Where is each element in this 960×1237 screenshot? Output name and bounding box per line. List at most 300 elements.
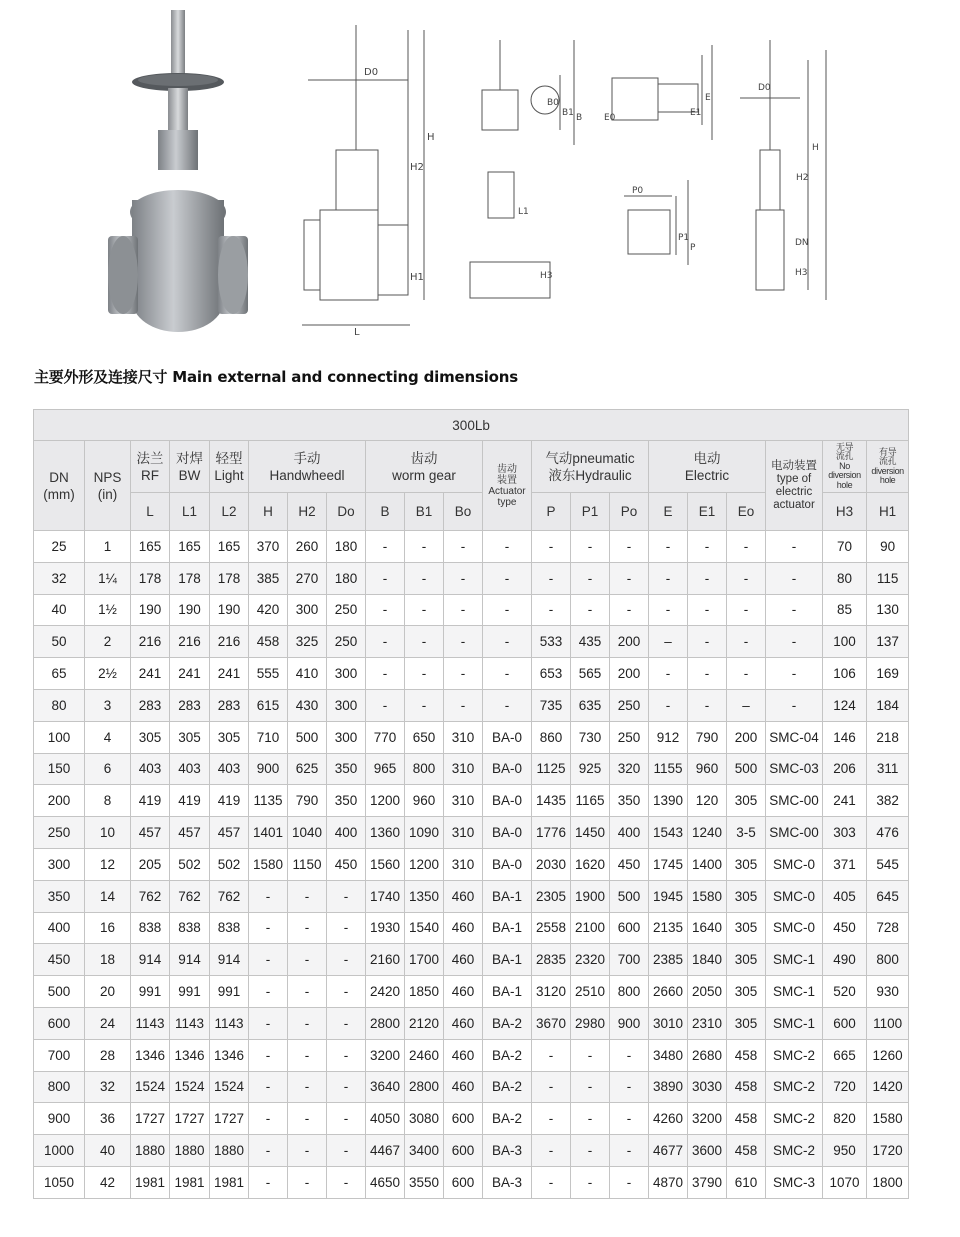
table-cell: 40	[34, 594, 85, 626]
table-cell: 206	[823, 753, 867, 785]
table-cell: -	[327, 880, 366, 912]
table-cell: -	[405, 689, 444, 721]
table-cell: 458	[727, 1071, 766, 1103]
dn-header: DN (mm)	[34, 441, 85, 531]
table-cell: 1165	[571, 785, 610, 817]
table-cell: BA-2	[483, 1103, 532, 1135]
table-cell: SMC-3	[766, 1166, 823, 1198]
table-cell: 1143	[210, 1007, 249, 1039]
table-cell: 1200	[366, 785, 405, 817]
table-cell: 460	[444, 944, 483, 976]
table-cell: 490	[823, 944, 867, 976]
diversion-header: 有导 流孔 diversion hole	[867, 441, 909, 493]
table-cell: -	[483, 658, 532, 690]
table-cell: -	[249, 944, 288, 976]
table-cell: -	[649, 658, 688, 690]
table-cell: -	[483, 594, 532, 626]
table-cell: 1450	[571, 817, 610, 849]
table-cell: 838	[210, 912, 249, 944]
electric-actuator-header: 电动装置 type of electric actuator	[766, 441, 823, 531]
table-cell: 460	[444, 912, 483, 944]
table-cell: SMC-1	[766, 1007, 823, 1039]
table-cell: 610	[727, 1166, 766, 1198]
table-cell: 800	[867, 944, 909, 976]
svg-text:DN: DN	[795, 238, 809, 248]
table-row	[34, 658, 909, 690]
svg-text:H: H	[812, 143, 819, 153]
table-cell: -	[610, 1103, 649, 1135]
table-cell: 500	[727, 753, 766, 785]
table-cell: 1560	[366, 848, 405, 880]
table-cell: 305	[727, 848, 766, 880]
table-cell: 450	[34, 944, 85, 976]
table-cell: -	[571, 1135, 610, 1167]
table-cell: –	[727, 689, 766, 721]
table-cell: 120	[688, 785, 727, 817]
table-row	[34, 880, 909, 912]
table-cell: 1435	[532, 785, 571, 817]
table-cell: 1580	[249, 848, 288, 880]
sub-header: Bo	[444, 493, 483, 531]
table-cell: 1745	[649, 848, 688, 880]
table-cell: 1524	[170, 1071, 210, 1103]
valve-figures	[0, 0, 960, 350]
table-cell: -	[532, 1135, 571, 1167]
table-cell: 500	[34, 976, 85, 1008]
table-cell: -	[610, 1071, 649, 1103]
table-cell: 350	[327, 785, 366, 817]
table-cell: 1200	[405, 848, 444, 880]
table-cell: BA-2	[483, 1007, 532, 1039]
table-cell: 2460	[405, 1039, 444, 1071]
table-cell: -	[327, 976, 366, 1008]
table-cell: 1640	[688, 912, 727, 944]
table-cell: 300	[327, 658, 366, 690]
table-cell: 14	[85, 880, 131, 912]
table-body	[34, 531, 909, 1199]
table-cell: 1580	[688, 880, 727, 912]
svg-text:P0: P0	[632, 186, 644, 196]
svg-text:E0: E0	[604, 113, 616, 123]
table-cell: -	[288, 976, 327, 1008]
table-cell: 1090	[405, 817, 444, 849]
table-cell: 1070	[823, 1166, 867, 1198]
table-cell: 502	[210, 848, 249, 880]
table-cell: 1776	[532, 817, 571, 849]
table-cell: 960	[688, 753, 727, 785]
table-cell: 458	[727, 1135, 766, 1167]
table-cell: 838	[131, 912, 170, 944]
table-cell: 600	[34, 1007, 85, 1039]
sub-header: Eo	[727, 493, 766, 531]
table-cell: -	[727, 658, 766, 690]
table-cell: 130	[867, 594, 909, 626]
svg-text:H3: H3	[540, 271, 553, 281]
table-cell: -	[405, 531, 444, 563]
table-cell: 600	[823, 1007, 867, 1039]
table-cell: 178	[131, 562, 170, 594]
table-cell: 305	[727, 912, 766, 944]
table-row	[34, 594, 909, 626]
table-cell: 100	[823, 626, 867, 658]
table-cell: SMC-1	[766, 944, 823, 976]
table-cell: 178	[170, 562, 210, 594]
table-cell: 450	[823, 912, 867, 944]
table-cell: 3	[85, 689, 131, 721]
table-cell: 1880	[131, 1135, 170, 1167]
table-cell: -	[405, 594, 444, 626]
table-cell: 1900	[571, 880, 610, 912]
table-cell: -	[532, 1039, 571, 1071]
table-cell: SMC-2	[766, 1103, 823, 1135]
table-row	[34, 1135, 909, 1167]
gate-valve-photo	[108, 10, 248, 332]
table-cell: 180	[327, 531, 366, 563]
table-cell: 65	[34, 658, 85, 690]
table-cell: 1½	[85, 594, 131, 626]
sub-header: E	[649, 493, 688, 531]
table-cell: 2320	[571, 944, 610, 976]
light-header: 轻型 Light	[210, 441, 249, 493]
table-cell: 1540	[405, 912, 444, 944]
table-cell: -	[483, 562, 532, 594]
table-cell: 838	[170, 912, 210, 944]
svg-text:P1: P1	[678, 233, 690, 243]
table-cell: 283	[210, 689, 249, 721]
table-cell: 3790	[688, 1166, 727, 1198]
table-cell: 350	[34, 880, 85, 912]
table-cell: 710	[249, 721, 288, 753]
table-cell: 3120	[532, 976, 571, 1008]
table-cell: 283	[131, 689, 170, 721]
table-cell: 50	[34, 626, 85, 658]
svg-text:L1: L1	[518, 207, 529, 217]
table-cell: 305	[727, 944, 766, 976]
table-row	[34, 944, 909, 976]
table-cell: 1346	[210, 1039, 249, 1071]
svg-text:B0: B0	[547, 98, 559, 108]
table-cell: 200	[727, 721, 766, 753]
table-cell: -	[571, 562, 610, 594]
table-cell: BA-0	[483, 785, 532, 817]
table-cell: 1155	[649, 753, 688, 785]
table-cell: 450	[327, 848, 366, 880]
table-cell: 403	[210, 753, 249, 785]
table-cell: 80	[823, 562, 867, 594]
worm-gear-dimension-drawing	[470, 40, 582, 298]
handwheel-header: 手动 Handwheedl	[249, 441, 366, 493]
table-cell: 3200	[366, 1039, 405, 1071]
table-cell: -	[532, 1166, 571, 1198]
table-cell: 925	[571, 753, 610, 785]
table-cell: 1346	[131, 1039, 170, 1071]
table-row	[34, 689, 909, 721]
table-cell: 2120	[405, 1007, 444, 1039]
table-cell: 190	[210, 594, 249, 626]
sub-header: L	[131, 493, 170, 531]
sub-header: L2	[210, 493, 249, 531]
table-cell: 2385	[649, 944, 688, 976]
table-cell: 860	[532, 721, 571, 753]
figures-area	[0, 0, 960, 350]
table-cell: 1350	[405, 880, 444, 912]
table-cell: 370	[249, 531, 288, 563]
table-cell: 1143	[170, 1007, 210, 1039]
table-cell: 216	[170, 626, 210, 658]
table-cell: SMC-00	[766, 785, 823, 817]
table-cell: 32	[34, 562, 85, 594]
table-cell: 405	[823, 880, 867, 912]
table-cell: -	[327, 1166, 366, 1198]
table-cell: 184	[867, 689, 909, 721]
table-cell: -	[444, 562, 483, 594]
table-cell: 310	[444, 753, 483, 785]
table-cell: 350	[610, 785, 649, 817]
table-cell: 165	[131, 531, 170, 563]
table-cell: 2558	[532, 912, 571, 944]
table-cell: -	[249, 1007, 288, 1039]
table-cell: -	[649, 531, 688, 563]
table-cell: -	[444, 594, 483, 626]
table-cell: 40	[85, 1135, 131, 1167]
table-cell: 305	[210, 721, 249, 753]
table-cell: 735	[532, 689, 571, 721]
table-cell: 430	[288, 689, 327, 721]
table-cell: 371	[823, 848, 867, 880]
table-cell: 216	[210, 626, 249, 658]
table-cell: -	[288, 1071, 327, 1103]
table-cell: -	[249, 1166, 288, 1198]
table-cell: 460	[444, 1071, 483, 1103]
table-cell: 3080	[405, 1103, 444, 1135]
bw-header: 对焊 BW	[170, 441, 210, 493]
table-cell: -	[366, 626, 405, 658]
table-cell: 500	[610, 880, 649, 912]
table-cell: -	[688, 626, 727, 658]
table-cell: -	[688, 594, 727, 626]
table-cell: 85	[823, 594, 867, 626]
table-cell: 180	[327, 562, 366, 594]
table-cell: 1346	[170, 1039, 210, 1071]
table-cell: 2800	[405, 1071, 444, 1103]
table-cell: -	[444, 658, 483, 690]
table-cell: 310	[444, 848, 483, 880]
table-cell: 16	[85, 912, 131, 944]
table-cell: 2135	[649, 912, 688, 944]
rf-header: 法兰 RF	[131, 441, 170, 493]
table-cell: 820	[823, 1103, 867, 1135]
table-cell: 250	[327, 626, 366, 658]
sub-header: B1	[405, 493, 444, 531]
table-cell: 419	[210, 785, 249, 817]
table-cell: -	[249, 1103, 288, 1135]
table-cell: 2510	[571, 976, 610, 1008]
table-cell: 137	[867, 626, 909, 658]
table-cell: 165	[170, 531, 210, 563]
table-cell: 10	[85, 817, 131, 849]
table-cell: 1727	[131, 1103, 170, 1135]
table-row	[34, 817, 909, 849]
table-cell: 2660	[649, 976, 688, 1008]
table-cell: -	[532, 531, 571, 563]
no-diversion-header: 无导 流孔 No diversion hole	[823, 441, 867, 493]
table-cell: 403	[170, 753, 210, 785]
table-row	[34, 785, 909, 817]
table-cell: 991	[170, 976, 210, 1008]
table-cell: 700	[610, 944, 649, 976]
pressure-class-header: 300Lb	[34, 410, 909, 441]
table-cell: -	[610, 1135, 649, 1167]
table-row	[34, 1039, 909, 1071]
table-cell: 1420	[867, 1071, 909, 1103]
table-cell: BA-2	[483, 1071, 532, 1103]
nps-header: NPS (in)	[85, 441, 131, 531]
table-cell: SMC-2	[766, 1135, 823, 1167]
table-cell: 382	[867, 785, 909, 817]
table-cell: -	[288, 944, 327, 976]
table-cell: 600	[444, 1166, 483, 1198]
table-cell: 241	[131, 658, 170, 690]
table-cell: 635	[571, 689, 610, 721]
table-cell: 1700	[405, 944, 444, 976]
table-cell: 1981	[210, 1166, 249, 1198]
table-cell: 1360	[366, 817, 405, 849]
table-cell: 730	[571, 721, 610, 753]
table-cell: 6	[85, 753, 131, 785]
table-cell: 385	[249, 562, 288, 594]
table-cell: -	[571, 531, 610, 563]
table-cell: 2½	[85, 658, 131, 690]
table-cell: SMC-0	[766, 880, 823, 912]
table-cell: 520	[823, 976, 867, 1008]
table-row	[34, 626, 909, 658]
dimensions-table	[33, 409, 909, 1199]
table-cell: 914	[170, 944, 210, 976]
sub-header: H	[249, 493, 288, 531]
table-cell: -	[249, 912, 288, 944]
table-cell: 2420	[366, 976, 405, 1008]
table-cell: 150	[34, 753, 85, 785]
table-cell: BA-0	[483, 817, 532, 849]
table-cell: 241	[823, 785, 867, 817]
table-cell: 90	[867, 531, 909, 563]
table-cell: 1850	[405, 976, 444, 1008]
table-cell: SMC-00	[766, 817, 823, 849]
table-cell: 1135	[249, 785, 288, 817]
sub-header: P1	[571, 493, 610, 531]
table-cell: -	[249, 1039, 288, 1071]
table-cell: 720	[823, 1071, 867, 1103]
sub-header: P	[532, 493, 571, 531]
table-cell: 100	[34, 721, 85, 753]
table-cell: -	[532, 594, 571, 626]
table-cell: 12	[85, 848, 131, 880]
table-cell: 403	[131, 753, 170, 785]
table-cell: 762	[170, 880, 210, 912]
table-row	[34, 976, 909, 1008]
table-cell: -	[366, 689, 405, 721]
table-cell: BA-3	[483, 1166, 532, 1198]
table-cell: 305	[727, 976, 766, 1008]
table-cell: 2100	[571, 912, 610, 944]
table-cell: 460	[444, 976, 483, 1008]
table-cell: -	[688, 531, 727, 563]
table-row	[34, 1007, 909, 1039]
table-cell: -	[249, 976, 288, 1008]
table-cell: -	[688, 689, 727, 721]
table-cell: 500	[288, 721, 327, 753]
table-cell: 914	[131, 944, 170, 976]
table-cell: SMC-0	[766, 912, 823, 944]
table-cell: 3890	[649, 1071, 688, 1103]
table-cell: -	[288, 1103, 327, 1135]
table-cell: SMC-0	[766, 848, 823, 880]
table-cell: 190	[170, 594, 210, 626]
table-cell: 124	[823, 689, 867, 721]
handwheel-dimension-drawing	[302, 25, 435, 338]
section-title: 主要外形及连接尺寸 Main external and connecting dimensions	[34, 368, 518, 386]
table-cell: 310	[444, 817, 483, 849]
table-cell: 653	[532, 658, 571, 690]
table-cell: -	[288, 1166, 327, 1198]
sub-header: H2	[288, 493, 327, 531]
svg-text:H: H	[427, 132, 435, 143]
table-cell: -	[405, 626, 444, 658]
table-cell: -	[288, 880, 327, 912]
electric-pneumatic-drawing	[604, 45, 712, 265]
table-cell: 728	[867, 912, 909, 944]
table-cell: 458	[727, 1039, 766, 1071]
table-cell: 930	[867, 976, 909, 1008]
table-cell: 770	[366, 721, 405, 753]
table-cell: 3640	[366, 1071, 405, 1103]
table-cell: -	[249, 1135, 288, 1167]
table-cell: 2980	[571, 1007, 610, 1039]
table-cell: 1260	[867, 1039, 909, 1071]
table-cell: -	[610, 594, 649, 626]
svg-text:E: E	[705, 93, 711, 103]
table-cell: BA-3	[483, 1135, 532, 1167]
table-cell: 1740	[366, 880, 405, 912]
table-cell: -	[571, 1166, 610, 1198]
table-cell: 1040	[288, 817, 327, 849]
table-cell: 250	[34, 817, 85, 849]
sub-header: L1	[170, 493, 210, 531]
table-row	[34, 562, 909, 594]
table-cell: 615	[249, 689, 288, 721]
table-cell: 216	[131, 626, 170, 658]
table-cell: 24	[85, 1007, 131, 1039]
table-cell: 305	[170, 721, 210, 753]
table-cell: -	[288, 1135, 327, 1167]
table-cell: 1125	[532, 753, 571, 785]
table-cell: -	[327, 1135, 366, 1167]
table-cell: -	[327, 1103, 366, 1135]
table-cell: BA-0	[483, 721, 532, 753]
table-cell: 1400	[688, 848, 727, 880]
table-cell: -	[483, 626, 532, 658]
table-cell: 115	[867, 562, 909, 594]
table-cell: -	[727, 626, 766, 658]
table-cell: 1727	[170, 1103, 210, 1135]
table-cell: 18	[85, 944, 131, 976]
sub-header: H1	[867, 493, 909, 531]
table-cell: 914	[210, 944, 249, 976]
table-cell: BA-0	[483, 753, 532, 785]
table-cell: 190	[131, 594, 170, 626]
svg-text:H2: H2	[796, 173, 809, 183]
table-cell: -	[766, 658, 823, 690]
